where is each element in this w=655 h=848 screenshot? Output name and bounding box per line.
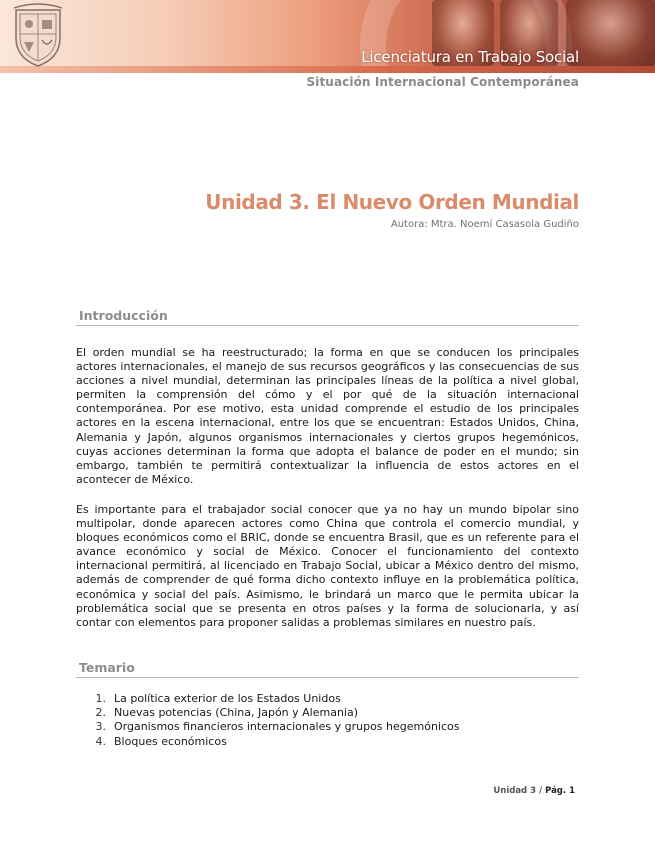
- banner-stripe: [0, 66, 655, 73]
- list-item: [84, 706, 564, 720]
- course-title: Situación Internacional Contemporánea: [306, 75, 579, 89]
- university-seal-icon: [10, 2, 66, 68]
- intro-paragraph: Es importante para el trabajador social conocer que ya no hay un mundo bipolar sino multipolar, donde aparecen actores como China que controla el comercio mundial, y bloques económicos como el BRIC, donde se encuentra Brasil, que es un referente para el avance económico y social de México. Conocer el funcionamiento del contexto internacional permitirá, al licenciado en Trabajo Social, ubicar a México dentro del mismo, además de comprender de qué forma dicho contexto influye en la problemática política, económica y social del país. Asimismo, le brindará un marco que le permita ubicar la problemática social que se presenta en otros países y la forma de solucionarla, y así contar con elementos para proponer salidas a problemas similares en nuestro país.: [76, 503, 579, 629]
- list-item-label: La política exterior de los Estados Unidos: [114, 692, 341, 705]
- section-heading-temario: Temario: [76, 660, 579, 678]
- author-line: Autora: Mtra. Noemí Casasola Gudiño: [390, 219, 579, 230]
- list-item: [84, 692, 564, 706]
- topic-list: [84, 692, 564, 749]
- list-item-number: 1.: [95, 692, 106, 705]
- page-title: Unidad 3. El Nuevo Orden Mundial: [205, 190, 579, 214]
- banner-photo: [566, 0, 655, 66]
- program-title: Licenciatura en Trabajo Social: [361, 48, 579, 66]
- list-item-label: Bloques económicos: [114, 734, 227, 748]
- list-item: [84, 735, 564, 749]
- intro-paragraph: El orden mundial se ha reestructurado; la forma en que se conducen los principales actores internacionales, el manejo de sus recursos geográficos y las consecuencias de sus acciones a nivel mundial, determinan las principales líneas de la política a nivel global, permiten la comprensión del cómo y el por qué de la situación internacional contemporánea. Por ese motivo, esta unidad comprende el estudio de los principales actores en la escena internacional, entre los que se encuentran: Estados Unidos, China, Alemania y Japón, algunos organismos internacionales y ciertos grupos hegemónicos, cuyas acciones determinan la forma que adopta el balance de poder en el mundo; sin embargo, también te permitirá contextualizar la influencia de estos actores en el acontecer de México.: [76, 346, 579, 486]
- list-item: [84, 720, 564, 734]
- section-heading-introduction: Introducción: [76, 308, 579, 326]
- page-footer: [493, 786, 575, 796]
- list-item-number: 3.: [95, 720, 106, 734]
- footer-unit: Unidad 3 /: [493, 786, 543, 796]
- list-item-label: Nuevas potencias (China, Japón y Alemania): [114, 706, 359, 720]
- list-item-label: Organismos financieros internacionales y grupos hegemónicos: [114, 720, 460, 734]
- page-number: Pág. 1: [545, 786, 575, 796]
- list-item-number: 4.: [95, 734, 106, 748]
- list-item-number: 2.: [95, 706, 106, 720]
